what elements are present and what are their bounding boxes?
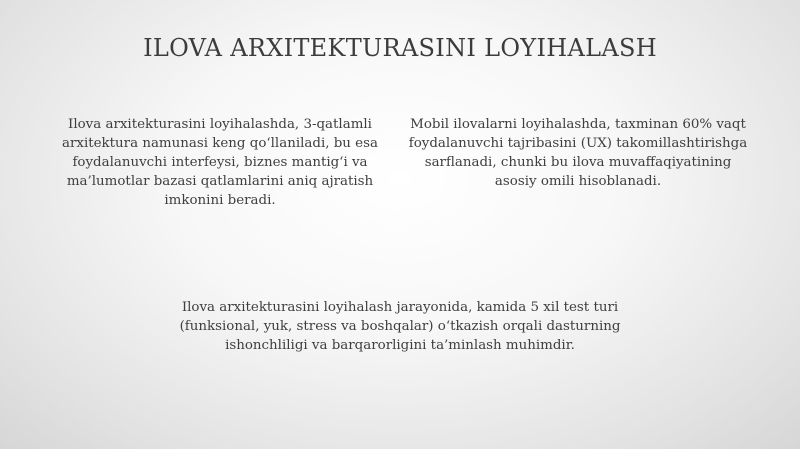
right-text-block: Mobil ilovalarni loyihalashda, taxminan 60% vaqt foydalanuvchi tajribasini (UX) takomillashtirishga sarflanadi, chunki bu ilova muvaffaqiyatining asosiy omili hisoblanadi.	[408, 117, 748, 189]
slide-title: ILOVA ARXITEKTURASINI LOYIHALASH	[143, 34, 657, 62]
left-text-block: Ilova arxitekturasini loyihalashda, 3-qatlamli arxitektura namunasi keng qo‘llaniladi, bu esa foydalanuvchi interfeysi, biznes mantig‘i va ma’lumotlar bazasi qatlamlarini aniq ajratish imkonini beradi.	[62, 117, 378, 208]
bottom-text-block: Ilova arxitekturasini loyihalash jarayonida, kamida 5 xil test turi (funksional, yuk, stress va boshqalar) o‘tkazish orqali dasturning ishonchliligi va barqarorligini ta’minlash muhimdir.	[179, 300, 621, 353]
